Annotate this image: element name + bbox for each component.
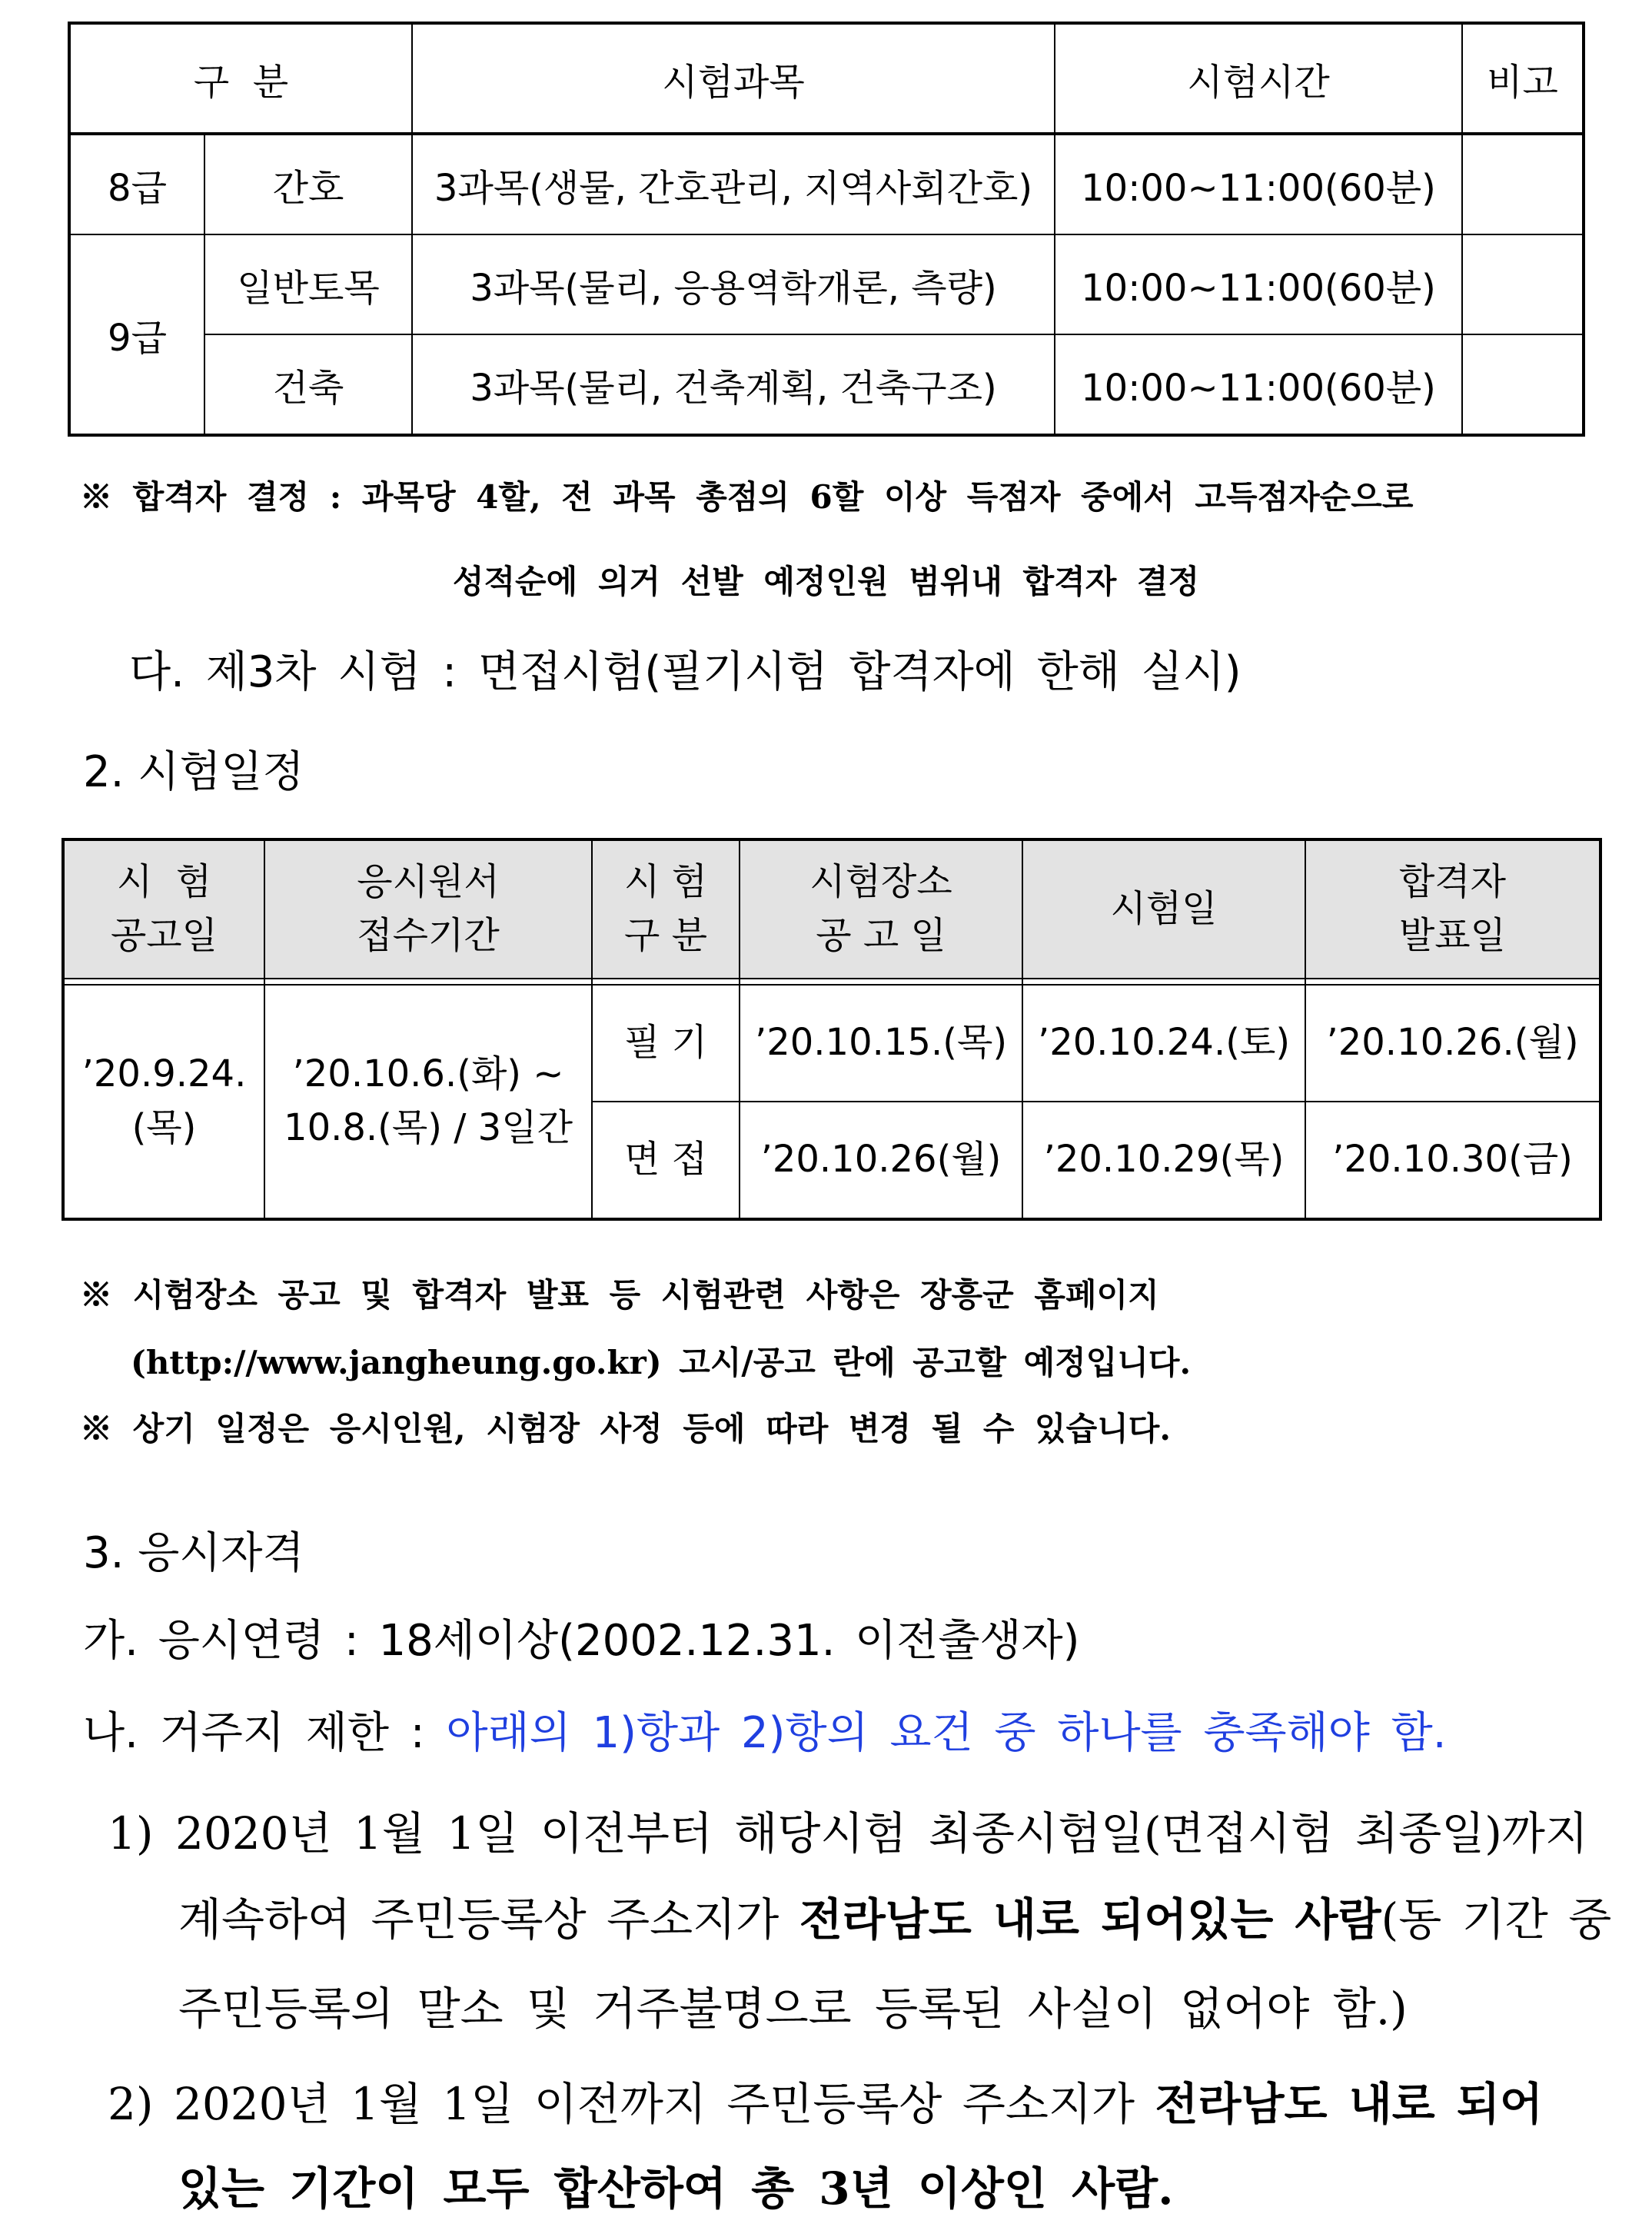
- note-cell: [1462, 134, 1584, 234]
- pass-criteria-note-continued: 성적순에 의거 선발 예정인원 범위내 합격자 결정: [452, 563, 1200, 600]
- venue-notice-cell: ’20.10.15.(목): [740, 985, 1022, 1102]
- residence-requirement-highlight: 아래의 1)항과 2)항의 요건 중 하나를 충족해야 함.: [446, 1708, 1447, 1758]
- condition-1-line-1: 1) 2020년 1월 1일 이전부터 해당시험 최종시험일(면접시험 최종일)까지: [108, 1807, 1588, 1860]
- exam-schedule-table: [61, 838, 1602, 1221]
- header-note: 비고: [1462, 23, 1584, 134]
- header-result-date: 합격자 발표일: [1305, 839, 1600, 979]
- header-venue-notice: 시험장소 공 고 일: [740, 839, 1022, 979]
- table-row: [69, 234, 1584, 334]
- third-exam-text: 다. 제3차 시험 : 면접시험(필기시험 합격자에 한해 실시): [129, 647, 1241, 697]
- pass-criteria-note: ※ 합격자 결정 : 과목당 4할, 전 과목 총점의 6할 이상 득점자 중에서 고득점자순으로: [80, 478, 1414, 516]
- field-cell: 일반토목: [204, 234, 412, 334]
- header-subjects: 시험과목: [412, 23, 1055, 134]
- table-row: [63, 985, 1600, 1102]
- subjects-cell: 3과목(물리, 응용역학개론, 측량): [412, 234, 1055, 334]
- time-cell: 10:00~11:00(60분): [1055, 334, 1462, 435]
- section-3-title: 3. 응시자격: [83, 1528, 304, 1578]
- application-period-cell: ’20.10.6.(화) ~ 10.8.(목) / 3일간: [264, 985, 592, 1219]
- condition-2-line-1: 2) 2020년 1월 1일 이전까지 주민등록상 주소지가 전라남도 내로 되어: [108, 2078, 1544, 2130]
- grade-cell: 9급: [69, 234, 204, 435]
- age-requirement: 가. 응시연령 : 18세이상(2002.12.31. 이전출생자): [83, 1616, 1080, 1666]
- header-exam-date: 시험일: [1022, 839, 1305, 979]
- condition-1-line-2: 계속하여 주민등록상 주소지가 전라남도 내로 되어있는 사람(동 기간 중: [178, 1893, 1612, 1946]
- schedule-change-note: ※ 상기 일정은 응시인원, 시험장 사정 등에 따라 변경 될 수 있습니다.: [80, 1410, 1171, 1448]
- result-date-cell: ’20.10.30(금): [1305, 1102, 1600, 1219]
- header-application-period: 응시원서 접수기간: [264, 839, 592, 979]
- result-date-cell: ’20.10.26.(월): [1305, 985, 1600, 1102]
- subjects-cell: 3과목(물리, 건축계획, 건축구조): [412, 334, 1055, 435]
- exam-date-cell: ’20.10.24.(토): [1022, 985, 1305, 1102]
- section-2-title: 2. 시험일정: [83, 747, 304, 797]
- exam-type-cell: 면 접: [592, 1102, 740, 1219]
- field-cell: 건축: [204, 334, 412, 435]
- header-exam-type: 시 험 구 분: [592, 839, 740, 979]
- header-category: 구 분: [69, 23, 412, 134]
- field-cell: 간호: [204, 134, 412, 234]
- notice-date-cell: ’20.9.24. (목): [63, 985, 264, 1219]
- exam-date-cell: ’20.10.29(목): [1022, 1102, 1305, 1219]
- note-cell: [1462, 334, 1584, 435]
- venue-notice-cell: ’20.10.26(월): [740, 1102, 1022, 1219]
- condition-1-line-3: 주민등록의 말소 및 거주불명으로 등록된 사실이 없어야 함.): [178, 1983, 1408, 2035]
- table-row: [69, 334, 1584, 435]
- header-time: 시험시간: [1055, 23, 1462, 134]
- table-row: [69, 134, 1584, 234]
- residence-requirement: 나. 거주지 제한 : 아래의 1)항과 2)항의 요건 중 하나를 충족해야 함.: [83, 1708, 1447, 1758]
- header-notice-date: 시 험 공고일: [63, 839, 264, 979]
- time-cell: 10:00~11:00(60분): [1055, 234, 1462, 334]
- grade-cell: 8급: [69, 134, 204, 234]
- schedule-note: ※ 시험장소 공고 및 합격자 발표 등 시험관련 사항은 장흥군 홈페이지: [80, 1276, 1159, 1314]
- exam-type-cell: 필 기: [592, 985, 740, 1102]
- note-cell: [1462, 234, 1584, 334]
- condition-2-line-2: 있는 기간이 모두 합산하여 총 3년 이상인 사람.: [178, 2162, 1174, 2215]
- time-cell: 10:00~11:00(60분): [1055, 134, 1462, 234]
- exam-subjects-table: [68, 22, 1585, 437]
- subjects-cell: 3과목(생물, 간호관리, 지역사회간호): [412, 134, 1055, 234]
- schedule-note-url: (http://www.jangheung.go.kr) 고시/공고 란에 공고할 예정입니다.: [131, 1344, 1192, 1381]
